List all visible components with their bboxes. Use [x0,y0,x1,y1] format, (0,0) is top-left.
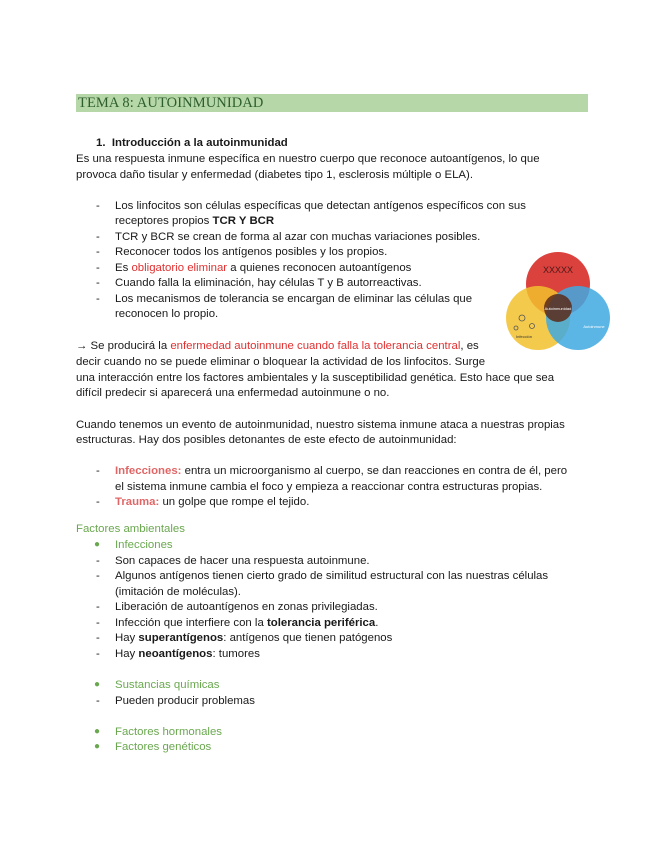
text: Infección que interfiere con la [115,617,267,629]
list-item: Algunos antígenos tienen cierto grado de similitud estructural con las nuestras células [115,570,549,582]
dash-marker: - [96,465,100,477]
dash-marker: - [96,632,100,644]
list-item: Son capaces de hacer una respuesta autoinmune. [115,555,370,567]
text: . [375,617,379,629]
red-text: obligatorio eliminar [131,262,228,274]
list-item [115,214,274,229]
section-number: 1. [96,137,106,149]
bold-text: tolerancia periférica [266,617,376,629]
list-item: Pueden producir problemas [115,695,255,707]
intro-line: Es una respuesta inmune específica en nuestro cuerpo que reconoce autoantígenos, lo que [76,153,540,165]
intro-line: provoca daño tisular y enfermedad (diabetes tipo 1, esclerosis múltiple o ELA). [76,169,473,181]
list-item: el sistema inmune cambia el foco y empieza a reaccionar contra estructuras propias. [115,481,543,493]
list-item [115,631,392,646]
text: , es [460,340,479,352]
text: receptores propios [115,215,213,227]
text: entra un microorganismo al cuerpo, se dan reacciones en contra de él, pero [181,465,568,477]
venn-diagram [502,248,614,356]
dash-marker: - [96,601,100,613]
red-text: enfermedad autoinmune cuando falla la tolerancia central [170,340,461,352]
list-item [115,616,378,631]
text: a quienes reconocen autoantígenos [227,262,412,274]
bullet-dot: ● [94,726,101,737]
bold-text: neoantígenos [138,648,213,660]
factor-item: Infecciones [115,539,173,551]
text: Es [115,262,132,274]
dash-marker: - [96,262,100,274]
list-item: Liberación de autoantígenos en zonas privilegiadas. [115,601,378,613]
page-title: TEMA 8: AUTOINMUNIDAD [78,95,264,111]
list-item: reconocen lo propio. [115,308,219,320]
text: Hay [115,648,139,660]
dash-marker: - [96,570,100,582]
dash-marker: - [96,200,100,212]
venn-center-label: Autoinmunidad [544,306,572,311]
paragraph-line [76,339,479,354]
dash-marker: - [96,648,100,660]
bold-text: superantígenos [138,632,224,644]
list-item: (imitación de moléculas). [115,586,241,598]
paragraph-line: difícil predecir si aparecerá una enfermedad autoinmune o no. [76,387,390,399]
list-item [115,261,411,276]
paragraph-line: Cuando tenemos un evento de autoinmunidad, nuestro sistema inmune ataca a nuestras propias [76,419,565,431]
section-heading [96,136,288,151]
bold-text: TCR Y BCR [212,215,275,227]
text: un golpe que rompe el tejido. [159,496,310,508]
factor-item: Factores hormonales [115,726,222,738]
paragraph-line: estructuras. Hay dos posibles detonantes de este efecto de autoinmunidad: [76,434,457,446]
list-item: TCR y BCR se crean de forma al azar con muchas variaciones posibles. [115,231,481,243]
dash-marker: - [96,695,100,707]
trigger-label: Trauma: [115,496,160,508]
list-item: Cuando falla la eliminación, hay células T y B autorreactivas. [115,277,422,289]
list-item: Los mecanismos de tolerancia se encargan de eliminar las células que [115,293,473,305]
dash-marker: - [96,246,100,258]
text: Hay [115,632,139,644]
list-item [115,464,567,479]
bullet-dot: ● [94,539,101,550]
bullet-dot: ● [94,679,101,690]
dash-marker: - [96,293,100,305]
list-item: Reconocer todos los antígenos posibles y los propios. [115,246,388,258]
text: → Se producirá la [76,340,171,352]
dash-marker: - [96,277,100,289]
section-title: Introducción a la autoinmunidad [111,137,288,149]
dash-marker: - [96,496,100,508]
bullet-dot: ● [94,741,101,752]
venn-right-label: Autoinmune [583,324,605,329]
list-item [115,647,260,662]
paragraph-line: decir cuando no se puede eliminar o bloquear la actividad de los linfocitos. Surge [76,356,486,368]
text: : antígenos que tienen patógenos [223,632,393,644]
venn-left-label: Infección [515,334,533,339]
venn-top-label: XXXXX [542,265,574,275]
dash-marker: - [96,555,100,567]
factor-item: Sustancias químicas [115,679,220,691]
trigger-label: Infecciones: [115,465,182,477]
factors-heading: Factores ambientales [76,523,185,535]
factor-item: Factores genéticos [115,741,212,753]
list-item [115,495,309,510]
list-item: Los linfocitos son células específicas que detectan antígenos específicos con sus [115,200,526,212]
dash-marker: - [96,617,100,629]
paragraph-line: una interacción entre los factores ambientales y la susceptibilidad genética. Esto hace que sea [76,372,555,384]
dash-marker: - [96,231,100,243]
text: : tumores [212,648,260,660]
